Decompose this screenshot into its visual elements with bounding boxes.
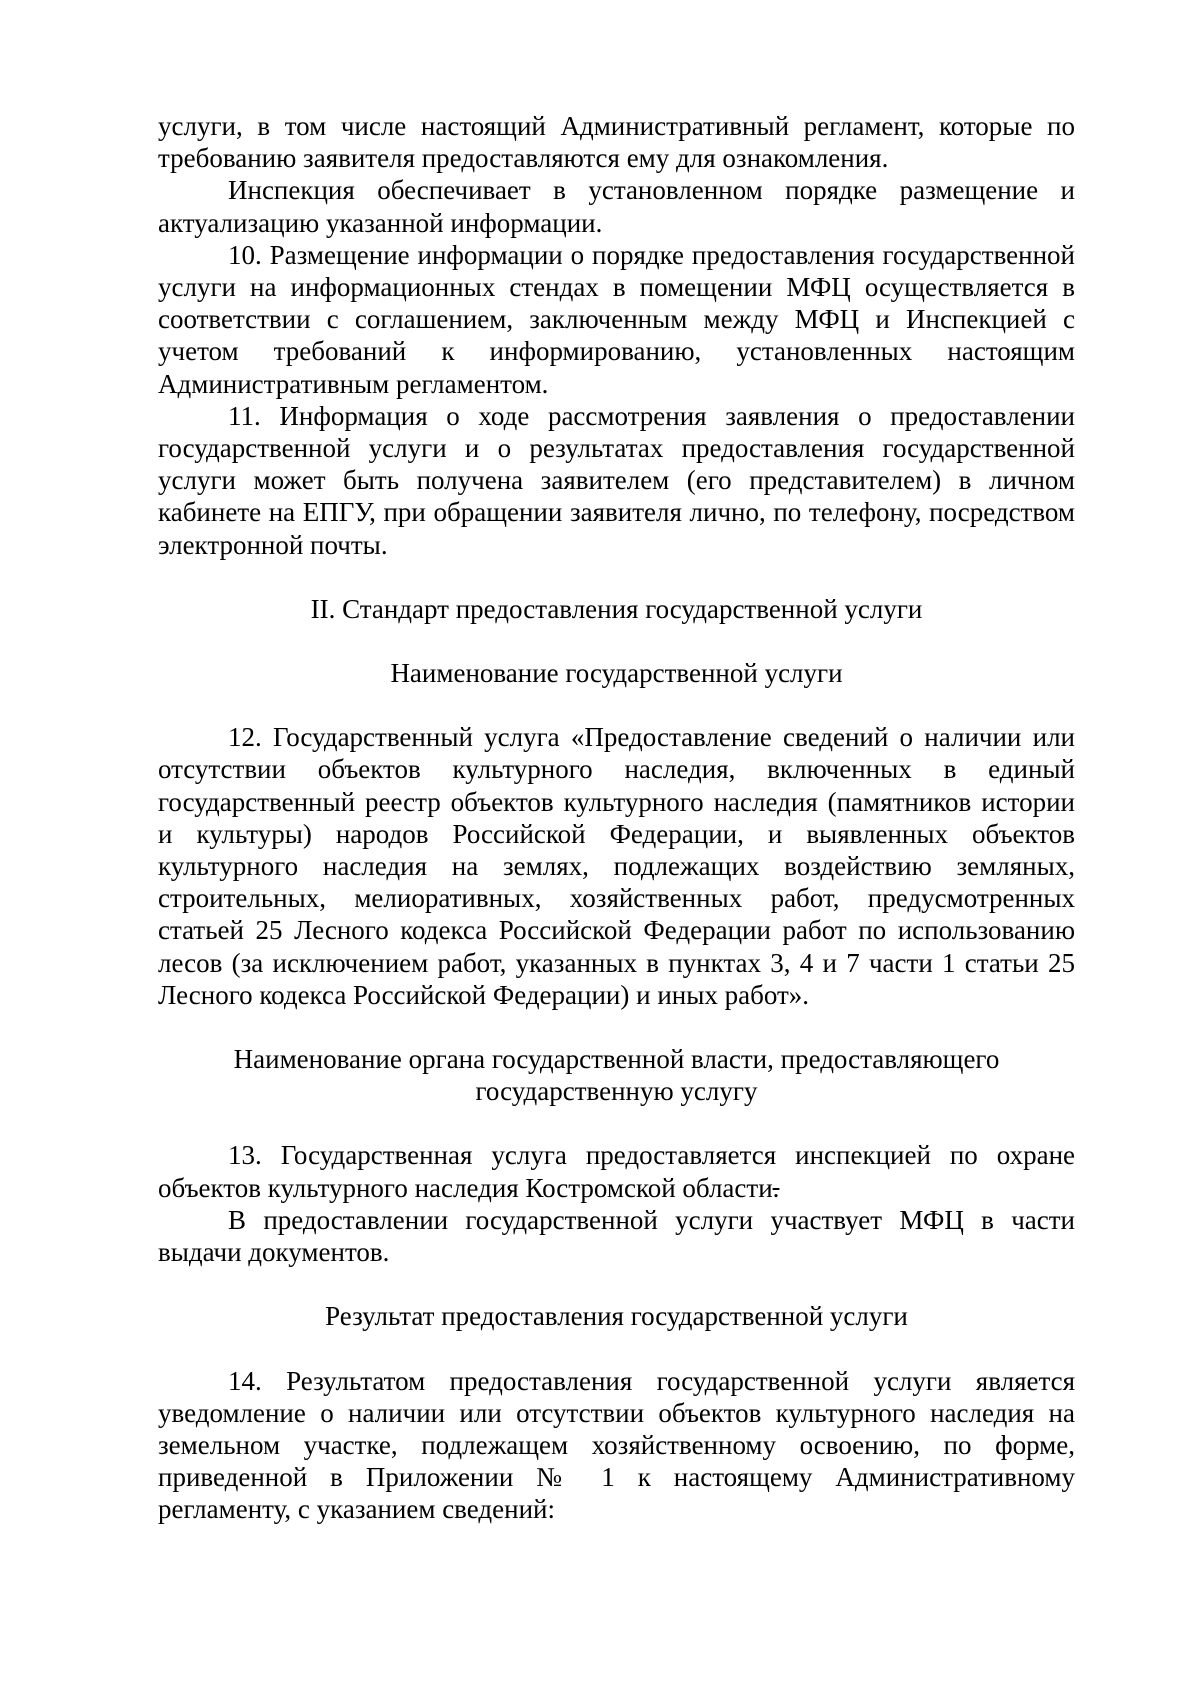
paragraph-inspection: Инспекция обеспечивает в установленном порядке размещение и актуализацию указанной информации. [158, 175, 1075, 238]
paragraph-13 [158, 1139, 1075, 1203]
heading-organ-line-1: Наименование органа государственной власти, предоставляющего [233, 1044, 1000, 1075]
section-title: II. Стандарт предоставления государственной услуги [310, 593, 923, 624]
paragraph-14: 14. Результатом предоставления государственной услуги является уведомление о наличии или отсутствии объектов культурного наследия на земельном участке, подлежащем хозяйственному освоению, по форме, приведенной в Приложении № 1 к настоящему Административному регламенту, с указанием сведений: [158, 1365, 1075, 1525]
heading-result: Результат предоставления государственной услуги [325, 1301, 908, 1332]
heading-organ-line-2: государственную услугу [475, 1076, 758, 1107]
heading-organ [158, 1043, 1075, 1107]
heading-service-name: Наименование государственной услуги [390, 658, 843, 689]
paragraph-11: 11. Информация о ходе рассмотрения заявления о предоставлении государственной услуги и о результатах предоставления государственной услуги может быть получена заявителем (его представителем) в личном кабинете на ЕПГУ, при обращении заявителя лично, по телефону, посредством электронной почты. [158, 400, 1075, 560]
paragraph-13b: В предоставлении государственной услуги участвует МФЦ в части выдачи документов. [158, 1204, 1075, 1268]
paragraph-13-text: 13. Государственная услуга предоставляется инспекцией по охране объектов культурного наследия Костромской области [158, 1140, 1075, 1203]
paragraph-12: 12. Государственный услуга «Предоставление сведений о наличии или отсутствии объектов культурного наследия, включенных в единый государственный реестр объектов культурного наследия (памятников истории и культуры) народов Российской Федерации, и выявленных объектов культурного наследия на землях, подлежащих воздействию земляных, строительных, мелиоративных, хозяйственных работ, предусмотренных статьей 25 Лесного кодекса Российской Федерации работ по использованию лесов (за исключением работ, указанных в пунктах 3, 4 и 7 части 1 статьи 25 Лесного кодекса Российской Федерации) и иных работ». [158, 722, 1075, 1010]
paragraph-10: 10. Размещение информации о порядке предоставления государственной услуги на информационных стендах в помещении МФЦ осуществляется в соответствии с соглашением, заключенным между МФЦ и Инспекцией с учетом требований к информированию, установленных настоящим Административным регламентом. [158, 239, 1075, 399]
paragraph-13-struck-period: . [772, 1172, 780, 1203]
paragraph-continuation: услуги, в том числе настоящий Административный регламент, которые по требованию заявителя предоставляются ему для ознакомления. [158, 111, 1075, 174]
